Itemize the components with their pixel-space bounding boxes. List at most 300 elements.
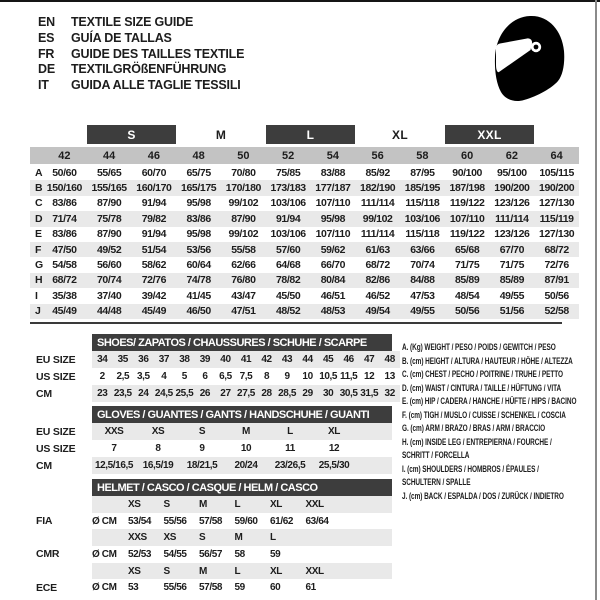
size-cell: 30 xyxy=(322,388,334,399)
gloves-row xyxy=(30,457,392,474)
filler xyxy=(341,563,392,580)
measure-cell: 91/94 xyxy=(141,228,167,241)
gloves-header-row xyxy=(30,406,392,423)
shoes-row xyxy=(30,368,400,385)
measure-cell: 68/72 xyxy=(544,243,569,256)
size-cell: S xyxy=(198,426,206,437)
measure-cell: 60/70 xyxy=(141,166,167,179)
size-cell: 27,5 xyxy=(237,388,255,399)
measure-cell: 47/50 xyxy=(52,243,77,256)
shoes-row xyxy=(30,385,400,402)
size-cell: 23,5 xyxy=(113,388,132,399)
size-cell: 37 xyxy=(158,354,170,365)
measure-cell: 41/45 xyxy=(186,289,211,302)
measure-cell: 39/42 xyxy=(141,289,167,302)
measure-cell: 83/86 xyxy=(52,197,77,210)
size-label: XXS xyxy=(128,532,147,544)
row-cells xyxy=(92,513,392,530)
measure-cell: 49/52 xyxy=(96,243,122,256)
value-cell: 57/58 xyxy=(199,515,223,527)
shoes-table xyxy=(30,334,400,402)
measure-cell: 58/62 xyxy=(141,259,167,272)
value-cell: 59 xyxy=(234,582,245,594)
measure-cell: 51/56 xyxy=(499,305,525,318)
standard-label-cmr: CMR xyxy=(36,548,60,561)
size-table-body xyxy=(30,165,579,319)
size-label: XS xyxy=(128,498,141,510)
measure-cell: 57/60 xyxy=(275,243,301,256)
measure-cell: 54/58 xyxy=(52,259,77,272)
language-row xyxy=(38,15,244,31)
filler xyxy=(341,546,392,563)
measure-cell: 76/80 xyxy=(231,274,256,287)
measure-cell: 85/89 xyxy=(454,274,480,287)
row-letter: J xyxy=(35,305,41,318)
size-cell: 42 xyxy=(261,354,272,365)
measure-cell: 47/53 xyxy=(410,289,435,302)
measure-cell: 49/55 xyxy=(499,289,525,302)
measure-cell: 74/78 xyxy=(186,274,211,287)
row-letter: I xyxy=(35,289,38,302)
value-cell: 59/60 xyxy=(234,515,258,527)
measure-cell: 44/48 xyxy=(96,305,122,318)
measure-cell: 103/106 xyxy=(404,212,440,225)
language-row xyxy=(38,47,244,63)
value-cell: 61/62 xyxy=(270,515,294,527)
standard-label-ece: ECE xyxy=(36,581,57,594)
language-title: GUIDE DES TAILLES TEXTILE xyxy=(71,46,245,61)
size-label: XL xyxy=(270,565,282,577)
measure-row-i xyxy=(30,288,579,303)
filler xyxy=(341,513,392,530)
language-title: GUIDA ALLE TAGLIE TESSILI xyxy=(71,78,241,93)
size-group-xl: XL xyxy=(392,127,408,142)
row-label: CM xyxy=(36,387,52,400)
measure-row-j xyxy=(30,304,579,319)
language-code: DE xyxy=(38,62,55,77)
shoes-row xyxy=(30,351,400,368)
measure-cell: 70/80 xyxy=(231,166,256,179)
shoes-header-row xyxy=(30,334,400,351)
size-label: S xyxy=(163,498,170,510)
measure-cell: 47/51 xyxy=(231,305,256,318)
size-cell: 3,5 xyxy=(136,371,150,382)
language-code: EN xyxy=(38,15,55,29)
helmet-data-row xyxy=(30,579,392,596)
size-cell: 2 xyxy=(99,371,105,382)
measure-cell: 115/119 xyxy=(539,212,574,225)
size-cell: XS xyxy=(151,426,165,437)
measure-cell: 67/70 xyxy=(499,243,525,256)
size-cell: 47 xyxy=(364,354,375,365)
row-letter: A xyxy=(35,166,43,179)
size-column-44: 44 xyxy=(103,149,116,162)
value-cell: 55/56 xyxy=(163,582,187,594)
row-letter: G xyxy=(35,259,44,272)
measure-cell: 170/180 xyxy=(225,182,261,195)
measure-cell: 95/98 xyxy=(186,228,211,241)
measure-cell: 66/70 xyxy=(320,259,346,272)
measure-row-f xyxy=(30,242,579,257)
row-letter: H xyxy=(35,274,43,287)
size-column-48: 48 xyxy=(192,149,205,162)
size-cell: 10,5 xyxy=(319,371,338,382)
measure-cell: 59/62 xyxy=(320,243,346,256)
unit-spacer xyxy=(92,529,128,546)
size-cell: 9 xyxy=(284,371,290,382)
size-cell: 11,5 xyxy=(340,371,358,382)
size-cell: 6,5 xyxy=(219,371,232,382)
measure-cell: 105/115 xyxy=(539,166,574,179)
legend-item: D. (cm) WAIST / CINTURA / TAILLE / HÜFTUNG / VITA xyxy=(402,382,562,394)
row-label: US SIZE xyxy=(36,442,76,455)
value-cell: 58 xyxy=(234,548,245,560)
unit-spacer xyxy=(92,496,128,513)
size-column-64: 64 xyxy=(550,149,563,162)
measure-cell: 155/165 xyxy=(91,182,127,195)
measure-cell: 123/126 xyxy=(494,197,530,210)
language-title: TEXTILE SIZE GUIDE xyxy=(71,15,194,29)
bar-spacer xyxy=(30,406,92,423)
measure-cell: 48/52 xyxy=(275,305,301,318)
measure-cell: 99/102 xyxy=(362,212,393,225)
size-column-54: 54 xyxy=(326,149,339,162)
size-cell: 27 xyxy=(220,388,231,399)
size-cell: 43 xyxy=(281,354,293,365)
measure-cell: 48/54 xyxy=(454,289,480,302)
row-letter: B xyxy=(35,182,43,195)
row-label: EU SIZE xyxy=(36,353,76,366)
unit-spacer xyxy=(92,563,128,580)
shoes-title-bar: SHOES/ ZAPATOS / CHAUSSURES / SCHUHE / SCARPE xyxy=(92,334,392,351)
measure-cell: 150/160 xyxy=(46,182,82,195)
measure-cell: 87/90 xyxy=(231,212,256,225)
helmet-size-row xyxy=(30,529,392,546)
measure-cell: 48/53 xyxy=(320,305,346,318)
measure-cell: 72/76 xyxy=(544,259,569,272)
language-row xyxy=(38,62,244,78)
row-label xyxy=(30,529,92,546)
row-cells xyxy=(92,496,392,513)
textile-size-table xyxy=(30,125,579,319)
size-label: L xyxy=(234,565,241,577)
size-cell: 28 xyxy=(261,388,272,399)
legend-item: G. (cm) ARM / BRAZO / BRAS / ARM / BRACCIO xyxy=(402,423,546,434)
size-cell: 34 xyxy=(97,354,108,365)
measure-cell: 91/94 xyxy=(141,197,167,210)
measure-cell: 107/110 xyxy=(315,197,351,210)
measure-cell: 46/51 xyxy=(320,289,346,302)
size-column-42: 42 xyxy=(58,149,71,162)
racing-helmet-icon xyxy=(488,13,568,105)
measure-cell: 72/76 xyxy=(141,274,167,287)
row-label xyxy=(30,496,92,513)
size-cell: 48 xyxy=(384,354,395,365)
size-column-62: 62 xyxy=(505,149,518,162)
row-cells xyxy=(92,440,392,457)
gloves-table xyxy=(30,406,392,474)
gloves-row xyxy=(30,423,392,440)
size-cell: XXS xyxy=(104,426,124,437)
measure-cell: 50/56 xyxy=(454,305,480,318)
measure-cell: 87/95 xyxy=(410,166,435,179)
value-cell: 63/64 xyxy=(305,515,329,527)
measure-cell: 84/88 xyxy=(410,274,435,287)
measure-cell: 62/66 xyxy=(231,259,256,272)
measure-cell: 55/65 xyxy=(96,166,122,179)
section-divider xyxy=(30,322,562,324)
value-cell: 55/56 xyxy=(163,515,187,527)
size-cell: 7,5 xyxy=(239,371,253,382)
size-cell: 5 xyxy=(181,371,187,382)
language-title: TEXTILGRÖßENFÜHRUNG xyxy=(71,62,227,77)
measure-cell: 99/102 xyxy=(228,228,259,241)
measure-cell: 45/49 xyxy=(52,305,77,318)
size-cell: 8 xyxy=(155,443,161,454)
size-cell: 18/21,5 xyxy=(186,460,218,471)
size-label: XXL xyxy=(305,565,324,577)
size-label: XS xyxy=(128,565,141,577)
measure-cell: 70/74 xyxy=(410,259,435,272)
size-label xyxy=(306,529,342,546)
measure-cell: 61/63 xyxy=(365,243,390,256)
measure-cell: 115/118 xyxy=(405,228,440,241)
size-column-56: 56 xyxy=(371,149,384,162)
size-cell: 36 xyxy=(138,354,149,365)
size-cell: 13 xyxy=(384,371,395,382)
size-group-l: L xyxy=(266,125,356,144)
right-border xyxy=(595,0,597,600)
measure-cell: 95/100 xyxy=(497,166,527,179)
size-group-s: S xyxy=(87,125,177,144)
measure-cell: 45/49 xyxy=(141,305,167,318)
size-cell: 41 xyxy=(240,354,252,365)
language-title: GUÍA DE TALLAS xyxy=(71,30,172,45)
size-number-row xyxy=(30,147,579,164)
size-cell: 24 xyxy=(138,388,149,399)
corner-cell xyxy=(30,147,42,164)
top-border xyxy=(0,0,600,2)
size-cell: XL xyxy=(328,426,340,437)
measure-cell: 56/60 xyxy=(96,259,122,272)
size-cell: M xyxy=(242,426,250,437)
measure-cell: 71/74 xyxy=(52,212,77,225)
unit-cell: Ø CM xyxy=(92,515,117,527)
measure-cell: 173/183 xyxy=(270,182,306,195)
measure-cell: 49/55 xyxy=(410,305,435,318)
filler xyxy=(341,529,392,546)
shoes-table-body xyxy=(30,351,400,402)
helmet-data-row xyxy=(30,546,392,563)
size-label: M xyxy=(199,498,207,510)
value-cell: 60 xyxy=(270,582,281,594)
measure-cell: 87/91 xyxy=(544,274,569,287)
filler xyxy=(341,579,392,596)
measure-cell: 75/78 xyxy=(96,212,122,225)
row-cells xyxy=(92,423,392,440)
helmet-size-row xyxy=(30,496,392,513)
legend-item: I. (cm) SHOULDERS / HOMBROS / ÉPAULES / SCHULTERN / SPALLE xyxy=(402,463,539,488)
measure-cell: 115/118 xyxy=(405,197,440,210)
measure-cell: 71/75 xyxy=(454,259,480,272)
size-cell: 35 xyxy=(117,354,128,365)
measurement-legend xyxy=(402,341,600,503)
size-cell: 10 xyxy=(240,443,252,454)
measure-cell: 85/89 xyxy=(499,274,525,287)
unit-cell: Ø CM xyxy=(92,582,117,594)
size-cell: 12,5/16,5 xyxy=(94,460,134,471)
measure-cell: 107/110 xyxy=(449,212,485,225)
size-cell: 46 xyxy=(343,354,354,365)
measure-cell: 83/86 xyxy=(186,212,211,225)
measure-cell: 65/75 xyxy=(186,166,211,179)
measure-cell: 52/58 xyxy=(544,305,569,318)
measure-cell: 50/56 xyxy=(544,289,569,302)
size-label: M xyxy=(199,565,207,577)
measure-cell: 49/54 xyxy=(365,305,390,318)
row-cells xyxy=(92,546,392,563)
measure-cell: 177/187 xyxy=(315,182,351,195)
gloves-table-body xyxy=(30,423,392,474)
size-cell: 20/24 xyxy=(234,460,258,471)
size-label: XL xyxy=(270,498,282,510)
language-row xyxy=(38,78,244,94)
measure-cell: 87/90 xyxy=(96,228,122,241)
measure-cell: 68/72 xyxy=(365,259,390,272)
size-cell: 29 xyxy=(302,388,313,399)
measure-cell: 60/64 xyxy=(186,259,211,272)
helmet-header-row xyxy=(30,479,392,496)
measure-row-e xyxy=(30,227,579,242)
measure-cell: 83/86 xyxy=(52,228,77,241)
measure-cell: 80/84 xyxy=(320,274,346,287)
size-cell: 40 xyxy=(220,354,231,365)
size-cell: 26 xyxy=(199,388,211,399)
size-cell: 23/26,5 xyxy=(274,460,306,471)
value-cell: 53 xyxy=(128,582,139,594)
helmet-table-body xyxy=(30,496,392,596)
measure-cell: 46/52 xyxy=(365,289,390,302)
measure-cell: 65/68 xyxy=(454,243,480,256)
size-column-52: 52 xyxy=(282,149,295,162)
size-cell: 24,5 xyxy=(154,388,173,399)
size-cell: 8 xyxy=(263,371,270,382)
size-cell: 38 xyxy=(179,354,190,365)
standard-label-fia: FIA xyxy=(36,515,53,528)
size-cell: 7 xyxy=(111,443,117,454)
measure-cell: 75/85 xyxy=(275,166,301,179)
row-label: EU SIZE xyxy=(36,425,76,438)
measure-cell: 111/114 xyxy=(495,212,529,225)
size-cell: 45 xyxy=(322,354,334,365)
measure-row-b xyxy=(30,180,579,195)
measure-cell: 63/66 xyxy=(410,243,435,256)
legend-item: H. (cm) INSIDE LEG / ENTREPIERNA / FOURCHE / SCHRITT / FORCELLA xyxy=(402,436,552,461)
size-column-46: 46 xyxy=(147,149,160,162)
size-cell: 12 xyxy=(364,371,375,382)
row-label xyxy=(30,563,92,580)
unit-cell: Ø CM xyxy=(92,548,117,560)
value-cell: 57/58 xyxy=(199,582,223,594)
size-cell: 6 xyxy=(202,371,208,382)
helmet-title-bar: HELMET / CASCO / CASQUE / HELM / CASCO xyxy=(92,479,392,496)
value-cell: 56/57 xyxy=(199,548,223,560)
measure-cell: 45/50 xyxy=(275,289,301,302)
row-cells xyxy=(92,563,392,580)
value-cell xyxy=(306,546,342,563)
size-group-m: M xyxy=(215,127,227,142)
measure-row-a xyxy=(30,165,579,180)
size-cell: 28,5 xyxy=(278,388,296,399)
size-group-row xyxy=(30,125,579,144)
row-cells xyxy=(92,579,392,596)
row-label: US SIZE xyxy=(36,370,76,383)
row-cells xyxy=(92,368,400,385)
measure-cell: 103/106 xyxy=(270,197,306,210)
row-cells xyxy=(92,385,400,402)
row-cells xyxy=(92,457,392,474)
size-cell: 23 xyxy=(97,388,108,399)
size-cell: 10 xyxy=(302,371,313,382)
measure-cell: 107/110 xyxy=(315,228,351,241)
size-cell: 44 xyxy=(302,354,313,365)
legend-item: A. (Kg) WEIGHT / PESO / POIDS / GEWITCH / PESO xyxy=(402,342,556,353)
size-column-60: 60 xyxy=(461,149,474,162)
size-label: S xyxy=(199,532,206,544)
language-row xyxy=(38,31,244,47)
measure-cell: 103/106 xyxy=(270,228,306,241)
measure-cell: 165/175 xyxy=(181,182,217,195)
helmet-size-row xyxy=(30,563,392,580)
gloves-row xyxy=(30,440,392,457)
legend-item: J. (cm) BACK / ESPALDA / DOS / ZURÜCK / INDIETRO xyxy=(402,490,564,502)
value-cell: 54/55 xyxy=(163,548,187,560)
size-column-58: 58 xyxy=(416,149,429,162)
measure-cell: 50/60 xyxy=(52,166,77,179)
size-label: M xyxy=(234,532,243,544)
measure-cell: 99/102 xyxy=(228,197,259,210)
measure-cell: 160/170 xyxy=(136,182,172,195)
legend-item: C. (cm) CHEST / PECHO / POITRINE / TRUHE / PETTO xyxy=(402,369,564,380)
size-cell: 11 xyxy=(285,443,295,454)
row-letter: F xyxy=(35,243,42,256)
measure-cell: 127/130 xyxy=(539,197,575,210)
row-letter: E xyxy=(35,228,43,241)
gloves-title-bar: GLOVES / GUANTES / GANTS / HANDSCHUHE / GUANTI xyxy=(92,406,392,423)
legend-item: B. (cm) HEIGHT / ALTURA / HAUTEUR / HÖHE / ALTEZZA xyxy=(402,355,573,367)
size-cell: 32 xyxy=(384,388,395,399)
size-cell: 16,5/19 xyxy=(142,460,174,471)
measure-cell: 79/82 xyxy=(141,212,167,225)
measure-cell: 85/92 xyxy=(365,166,390,179)
size-cell: 12 xyxy=(328,443,340,454)
size-label: L xyxy=(234,498,241,510)
language-list xyxy=(38,15,244,94)
measure-cell: 68/72 xyxy=(52,274,77,287)
measure-cell: 78/82 xyxy=(275,274,301,287)
size-cell: 9 xyxy=(199,443,205,454)
row-letter: D xyxy=(35,212,43,225)
size-cell: L xyxy=(287,426,293,437)
measure-cell: 119/122 xyxy=(449,197,485,210)
measure-cell: 127/130 xyxy=(539,228,575,241)
size-cell: 4 xyxy=(161,371,167,382)
row-cells xyxy=(92,529,392,546)
value-cell: 52/53 xyxy=(128,548,152,560)
measure-cell: 51/54 xyxy=(141,243,167,256)
size-cell: 39 xyxy=(199,354,211,365)
measure-cell: 95/98 xyxy=(186,197,211,210)
